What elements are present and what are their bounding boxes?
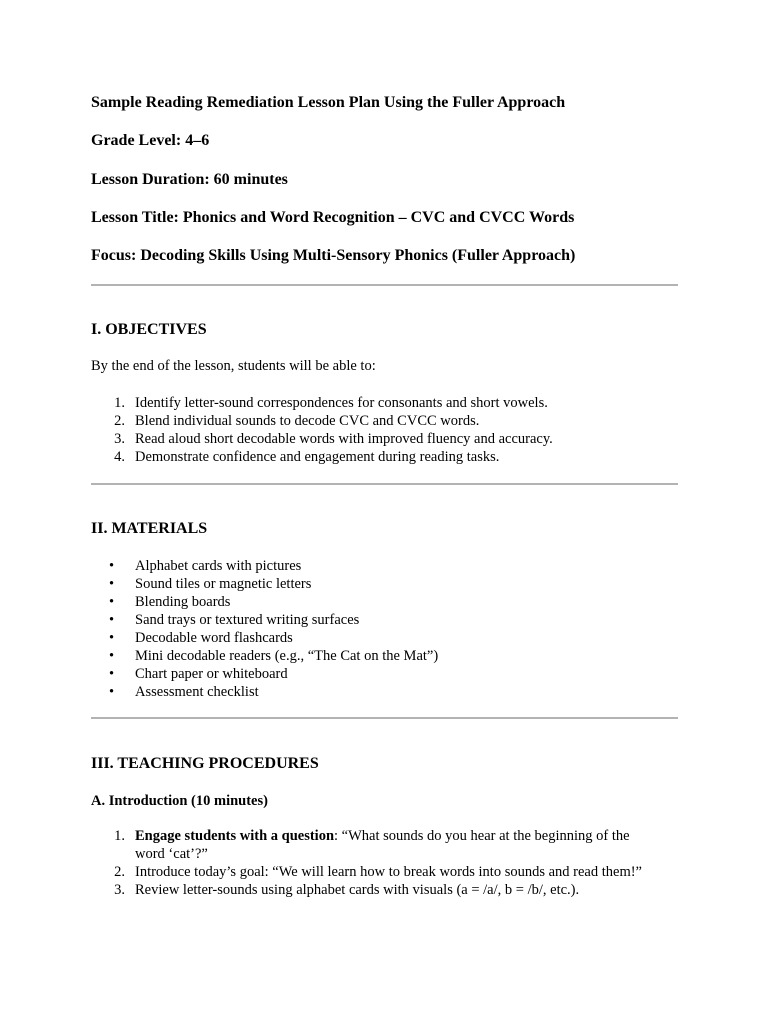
list-item [91,827,642,863]
list-number: 1. [114,828,125,844]
list-item-text: Identify letter-sound correspondences for consonants and short vowels. [135,395,548,411]
list-item [91,611,438,629]
list-number: 3. [114,882,125,898]
list-item-text: Blending boards [135,594,231,610]
materials-list [91,557,438,701]
document-title: Sample Reading Remediation Lesson Plan Using the Fuller Approach [91,94,566,111]
lesson-focus: Focus: Decoding Skills Using Multi-Sensory Phonics (Fuller Approach) [91,247,576,264]
list-item-text: Introduce today’s goal: “We will learn how to break words into sounds and read them!” [135,864,642,880]
grade-level: Grade Level: 4–6 [91,132,210,149]
list-number: 1. [114,395,125,411]
bullet-icon: • [109,684,115,700]
list-item-text: Decodable word flashcards [135,630,293,646]
list-item [91,412,553,430]
list-item [91,430,553,448]
bullet-icon: • [109,612,115,628]
list-item-text-wrap: word ‘cat’?” [135,846,208,862]
lesson-duration: Lesson Duration: 60 minutes [91,171,288,188]
list-item [91,448,553,466]
list-item [91,394,553,412]
list-number: 2. [114,864,125,880]
list-number: 4. [114,449,125,465]
introduction-steps-list [91,827,642,899]
list-item-text: Alphabet cards with pictures [135,558,302,574]
list-item [91,683,438,701]
introduction-subheading: A. Introduction (10 minutes) [91,793,268,809]
objectives-list [91,394,553,466]
list-item-text [135,827,642,845]
bullet-icon: • [109,648,115,664]
objectives-intro: By the end of the lesson, students will be able to: [91,358,376,374]
list-item [91,863,642,881]
procedures-heading: III. TEACHING PROCEDURES [91,755,319,772]
horizontal-rule [91,717,678,719]
bullet-icon: • [109,630,115,646]
list-item [91,629,438,647]
list-item-text: Sound tiles or magnetic letters [135,576,312,592]
list-number: 2. [114,413,125,429]
bullet-icon: • [109,576,115,592]
list-item-text-continued: : “What sounds do you hear at the beginning of the [334,828,630,844]
lesson-title: Lesson Title: Phonics and Word Recognition – CVC and CVCC Words [91,209,575,226]
list-item [91,647,438,665]
bullet-icon: • [109,558,115,574]
list-item [91,557,438,575]
list-item-text: Chart paper or whiteboard [135,666,288,682]
list-item-text: Demonstrate confidence and engagement during reading tasks. [135,449,500,465]
list-item [91,665,438,683]
bullet-icon: • [109,666,115,682]
horizontal-rule [91,284,678,286]
list-number: 3. [114,431,125,447]
list-item-text: Assessment checklist [135,684,259,700]
list-item-text: Read aloud short decodable words with improved fluency and accuracy. [135,431,553,447]
list-item-text: Blend individual sounds to decode CVC and CVCC words. [135,413,480,429]
bullet-icon: • [109,594,115,610]
emphasis-text: Engage students with a question [135,828,335,844]
list-item [91,881,642,899]
list-item-text: Mini decodable readers (e.g., “The Cat on the Mat”) [135,648,439,664]
list-item [91,575,438,593]
list-item [91,593,438,611]
list-item-text: Review letter-sounds using alphabet cards with visuals (a = /a/, b = /b/, etc.). [135,882,580,898]
list-item-text: Sand trays or textured writing surfaces [135,612,360,628]
materials-heading: II. MATERIALS [91,520,208,537]
objectives-heading: I. OBJECTIVES [91,321,207,338]
horizontal-rule [91,483,678,485]
